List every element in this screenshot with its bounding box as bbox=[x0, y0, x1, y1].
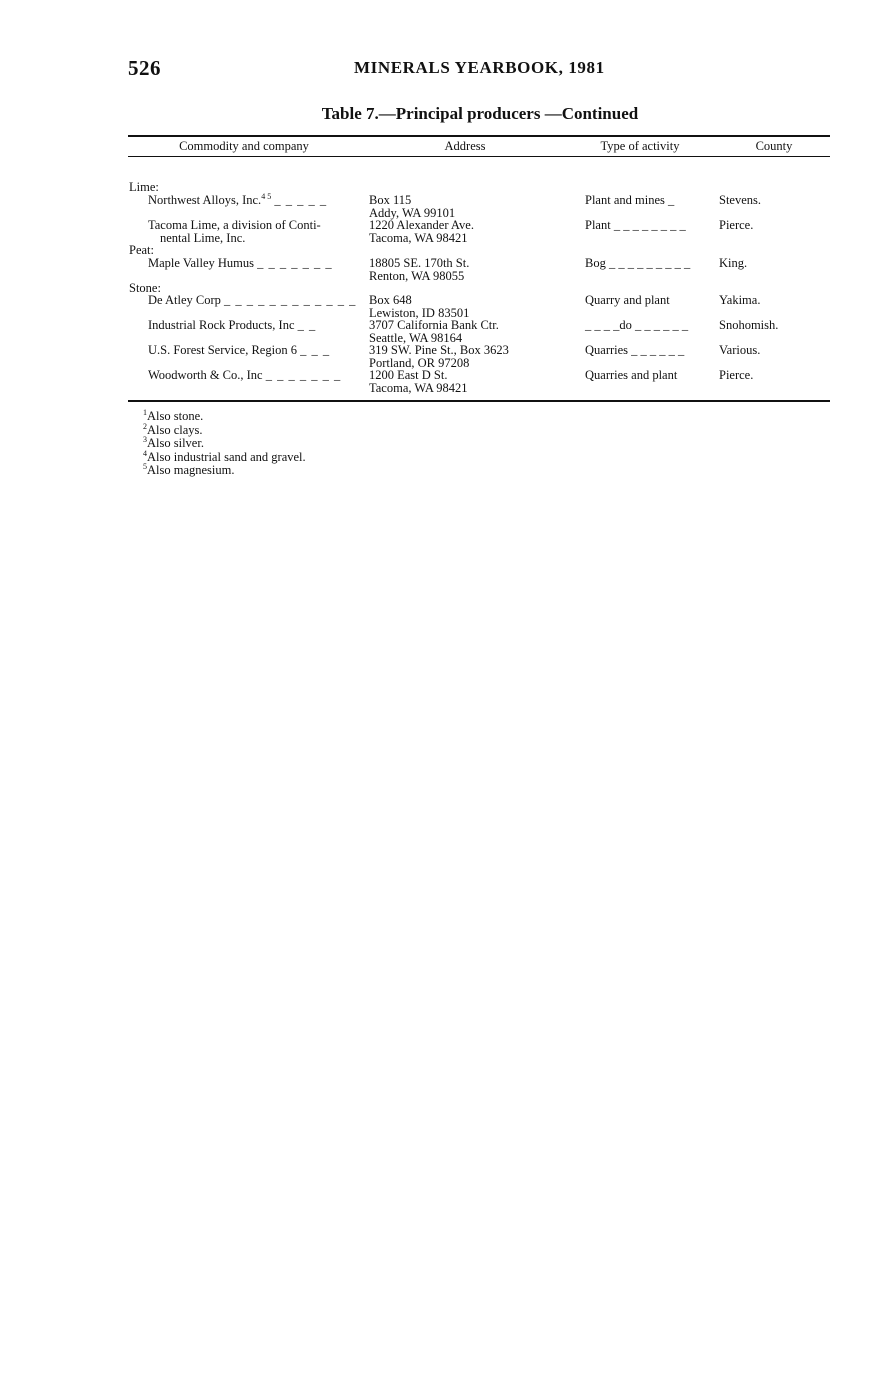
address-line: Box 115 bbox=[369, 193, 412, 207]
company-name: Industrial Rock Products, Inc bbox=[148, 318, 295, 332]
table-row-address bbox=[369, 219, 474, 244]
table-row-address bbox=[369, 344, 509, 369]
table-row-activity: Plant _ _ _ _ _ _ _ _ bbox=[585, 218, 686, 232]
footnote-mark: 5 bbox=[143, 462, 147, 471]
footnote bbox=[143, 421, 306, 438]
group-label-stone: Stone: bbox=[129, 281, 161, 295]
table-row-company bbox=[148, 344, 330, 357]
company-name-line: nental Lime, Inc. bbox=[160, 231, 246, 245]
table-row-address bbox=[369, 294, 469, 319]
table-row-activity: Bog _ _ _ _ _ _ _ _ _ bbox=[585, 256, 691, 270]
footnote-text: Also stone. bbox=[147, 409, 204, 423]
footnotes bbox=[143, 410, 306, 478]
column-header-county: County bbox=[755, 139, 793, 153]
table-row-address bbox=[369, 369, 468, 394]
table-row-company bbox=[148, 319, 316, 332]
group-label-peat: Peat: bbox=[129, 243, 154, 257]
table-row-county: King. bbox=[719, 256, 748, 270]
dot-leader: _ _ _ _ _ _ _ bbox=[257, 256, 333, 270]
table-row-activity: Quarries and plant bbox=[585, 368, 678, 382]
table-title: Table 7.—Principal producers —Continued bbox=[321, 104, 639, 123]
footnote bbox=[143, 464, 306, 478]
address-line: Seattle, WA 98164 bbox=[369, 330, 463, 345]
footnote-text: Also clays. bbox=[147, 422, 203, 437]
address-line: Box 648 bbox=[369, 293, 412, 307]
footnote-mark: 1 bbox=[143, 408, 147, 417]
address-line: Renton, WA 98055 bbox=[369, 268, 465, 283]
table-row-company bbox=[148, 294, 356, 307]
address-line: 1200 East D St. bbox=[369, 368, 448, 382]
table-row-activity: _ _ _ _do _ _ _ _ _ _ bbox=[585, 318, 689, 332]
table-row-company bbox=[148, 219, 321, 245]
dot-leader: _ _ _ bbox=[300, 343, 331, 357]
table-row-county: Various. bbox=[719, 343, 761, 357]
group-label-lime: Lime: bbox=[129, 180, 159, 194]
column-header-commodity: Commodity and company bbox=[179, 139, 309, 153]
company-name: De Atley Corp bbox=[148, 293, 221, 307]
table-row-address bbox=[369, 257, 469, 282]
address-line: Tacoma, WA 98421 bbox=[369, 230, 468, 245]
footnote-text: Also industrial sand and gravel. bbox=[147, 449, 306, 464]
footnote bbox=[143, 448, 306, 465]
column-header-address: Address bbox=[444, 139, 486, 153]
address-line: Lewiston, ID 83501 bbox=[369, 305, 470, 320]
company-name: Maple Valley Humus bbox=[148, 256, 255, 270]
address-line: 18805 SE. 170th St. bbox=[369, 256, 470, 270]
running-title: MINERALS YEARBOOK, 1981 bbox=[354, 58, 605, 77]
table-row-activity: Quarries _ _ _ _ _ _ bbox=[585, 343, 685, 357]
footnote-mark: 3 bbox=[143, 435, 147, 444]
address-line: 3707 California Bank Ctr. bbox=[369, 318, 499, 332]
footnote-reference: 4 5 bbox=[261, 192, 272, 201]
address-line: 1220 Alexander Ave. bbox=[369, 218, 474, 232]
footnote-mark: 4 bbox=[143, 448, 147, 458]
table-row-activity: Quarry and plant bbox=[585, 293, 670, 307]
address-line: Tacoma, WA 98421 bbox=[369, 380, 468, 395]
company-name: Woodworth & Co., Inc bbox=[148, 368, 263, 382]
company-name: Northwest Alloys, Inc. bbox=[148, 193, 262, 207]
footnote-text: Also silver. bbox=[147, 436, 204, 450]
table-row-company bbox=[148, 369, 341, 382]
table-row-address bbox=[369, 319, 499, 344]
address-line: Portland, OR 97208 bbox=[369, 355, 470, 370]
table-row-county: Stevens. bbox=[719, 193, 762, 207]
footnote-text: Also magnesium. bbox=[147, 463, 235, 477]
company-name-line: Tacoma Lime, a division of Conti- bbox=[148, 218, 321, 232]
table-row-county: Pierce. bbox=[719, 218, 754, 232]
address-line: 319 SW. Pine St., Box 3623 bbox=[369, 343, 509, 357]
dot-leader: _ _ _ _ _ _ _ _ _ _ _ _ bbox=[224, 293, 357, 307]
table-row-county: Yakima. bbox=[719, 293, 761, 307]
footnote bbox=[143, 410, 306, 424]
table-header-rule bbox=[128, 156, 830, 157]
dot-leader: _ _ _ _ _ bbox=[274, 193, 328, 207]
dot-leader: _ _ bbox=[297, 318, 317, 332]
table-top-rule bbox=[128, 135, 830, 137]
table-row-activity: Plant and mines _ bbox=[585, 193, 675, 207]
table-bottom-rule bbox=[128, 400, 830, 402]
footnote bbox=[143, 437, 306, 451]
table-row-county: Pierce. bbox=[719, 368, 754, 382]
dot-leader: _ _ _ _ _ _ _ bbox=[265, 368, 342, 382]
page-number: 526 bbox=[128, 56, 161, 80]
footnote-mark: 2 bbox=[143, 421, 147, 431]
column-header-activity: Type of activity bbox=[600, 139, 680, 153]
company-name: U.S. Forest Service, Region 6 bbox=[148, 343, 297, 357]
address-line: Addy, WA 99101 bbox=[369, 205, 456, 220]
table-row-county: Snohomish. bbox=[719, 318, 779, 332]
table-row-address bbox=[369, 194, 455, 219]
table-row-company bbox=[148, 257, 333, 270]
table-row-company bbox=[148, 194, 327, 207]
